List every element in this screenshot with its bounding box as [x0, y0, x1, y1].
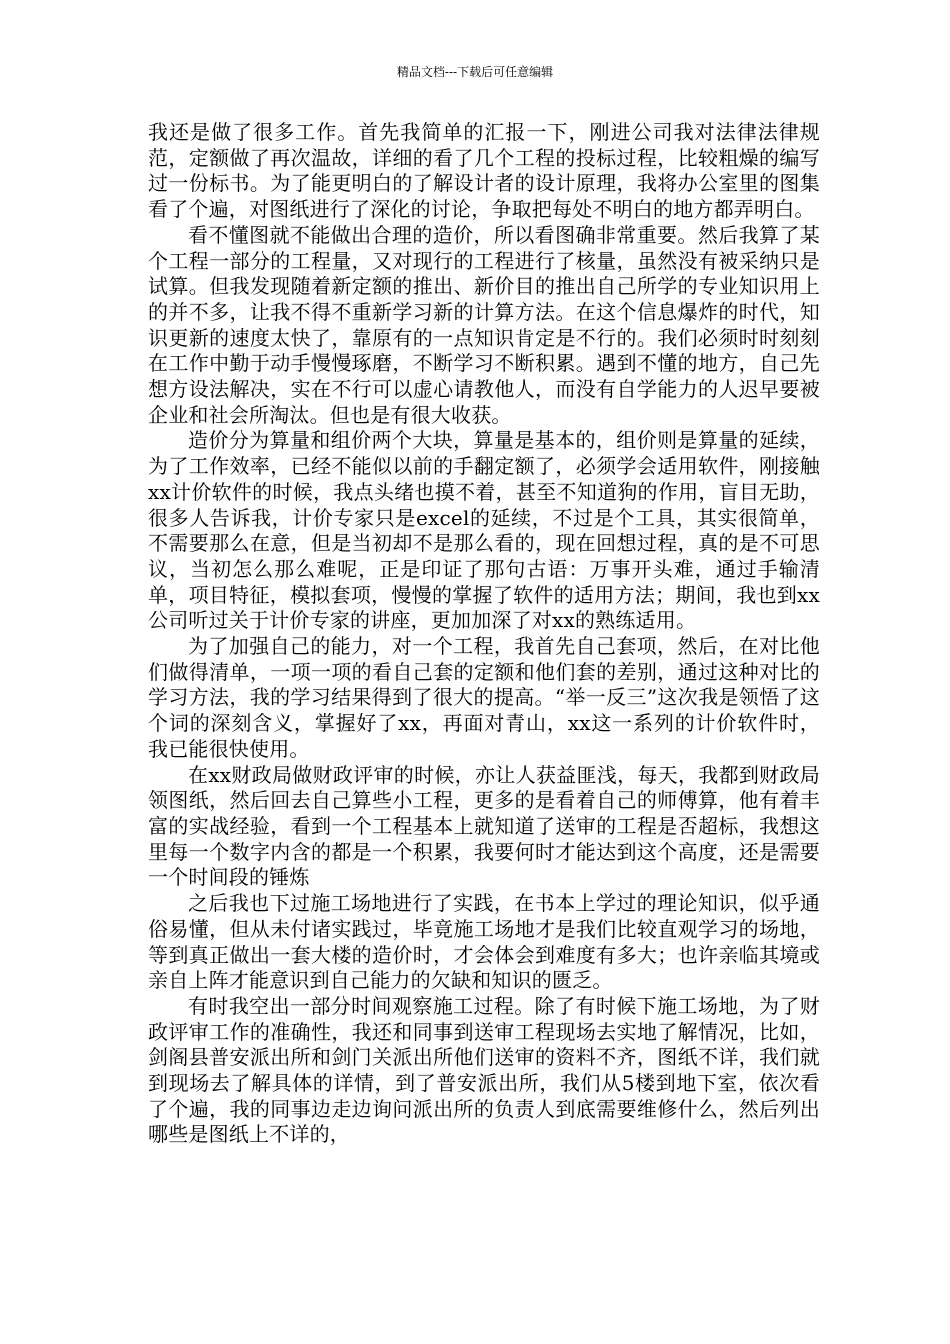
paragraph-5: 在xx财政局做财政评审的时候，亦让人获益匪浅，每天，我都到财政局领图纸，然后回去自己算些小工程，更多的是看着自己的师傅算，他有着丰富的实战经验，看到一个工程基本上就知道了送审的工程是否超标，我想这里每一个数字内含的都是一个积累，我要何时才能达到这个高度，还是需要一个时间段的锤炼	[148, 762, 820, 890]
paragraph-3: 造价分为算量和组价两个大块，算量是基本的，组价则是算量的延续，为了工作效率，已经不能似以前的手翻定额了，必须学会适用软件，刚接触xx计价软件的时候，我点头绪也摸不着，甚至不知道狗的作用，盲目无助，很多人告诉我，计价专家只是excel的延续，不过是个工具，其实很简单，不需要那么在意，但是当初却不是那么看的，现在回想过程，真的是不可思议，当初怎么那么难呢，正是印证了那句古语：万事开头难，通过手输清单，项目特征，模拟套项，慢慢的掌握了软件的适用方法；期间，我也到xx公司听过关于计价专家的讲座，更加加深了对xx的熟练适用。	[148, 428, 820, 633]
paragraph-1: 我还是做了很多工作。首先我简单的汇报一下，刚进公司我对法律法律规范，定额做了再次温故，详细的看了几个工程的投标过程，比较粗燥的编写过一份标书。为了能更明白的了解设计者的设计原理，我将办公室里的图集看了个遍，对图纸进行了深化的讨论，争取把每处不明白的地方都弄明白。	[148, 120, 820, 222]
document-body	[148, 120, 820, 1148]
page-header: 精品文档---下载后可任意编辑	[396, 65, 554, 79]
paragraph-2: 看不懂图就不能做出合理的造价，所以看图确非常重要。然后我算了某个工程一部分的工程量，又对现行的工程进行了核量，虽然没有被采纳只是试算。但我发现随着新定额的推出、新价目的推出自己所学的专业知识用上的并不多，让我不得不重新学习新的计算方法。在这个信息爆炸的时代，知识更新的速度太快了，靠原有的一点知识肯定是不行的。我们必须时时刻刻在工作中勤于动手慢慢琢磨，不断学习不断积累。遇到不懂的地方，自己先想方设法解决，实在不行可以虚心请教他人，而没有自学能力的人迟早要被企业和社会所淘汰。但也是有很大收获。	[148, 222, 820, 427]
paragraph-6: 之后我也下过施工场地进行了实践，在书本上学过的理论知识，似乎通俗易懂，但从未付诸实践过，毕竟施工场地才是我们比较直观学习的场地，等到真正做出一套大楼的造价时，才会体会到难度有多大；也许亲临其境或亲自上阵才能意识到自己能力的欠缺和知识的匮乏。	[148, 891, 820, 993]
paragraph-7: 有时我空出一部分时间观察施工过程。除了有时候下施工场地，为了财政评审工作的准确性，我还和同事到送审工程现场去实地了解情况，比如，剑阁县普安派出所和剑门关派出所他们送审的资料不齐，图纸不详，我们就到现场去了解具体的详情，到了普安派出所，我们从5楼到地下室，依次看了个遍，我的同事边走边询问派出所的负责人到底需要维修什么，然后列出哪些是图纸上不详的，	[148, 993, 820, 1147]
paragraph-4: 为了加强自己的能力，对一个工程，我首先自己套项，然后，在对比他们做得清单，一项一项的看自己套的定额和他们套的差别，通过这种对比的学习方法，我的学习结果得到了很大的提高。“举一反三”这次我是领悟了这个词的深刻含义，掌握好了xx，再面对青山，xx这一系列的计价软件时，我已能很快使用。	[148, 634, 820, 761]
